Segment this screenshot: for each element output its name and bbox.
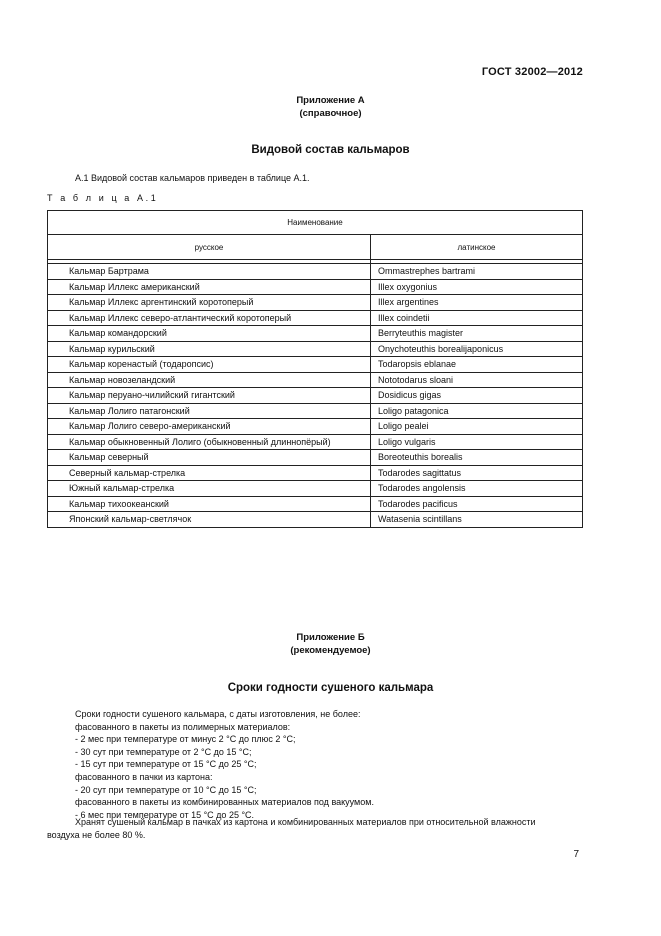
species-latin-name: Todarodes sagittatus bbox=[371, 465, 583, 481]
species-russian-name: Кальмар тихоокеанский bbox=[48, 496, 371, 512]
species-latin-name: Todarodes angolensis bbox=[371, 481, 583, 497]
table-row bbox=[48, 481, 583, 497]
species-latin-name: Nototodarus sloani bbox=[371, 372, 583, 388]
table-row bbox=[48, 310, 583, 326]
species-latin-name: Dosidicus gigas bbox=[371, 388, 583, 404]
table-row bbox=[48, 419, 583, 435]
species-russian-name: Кальмар Иллекс аргентинский коротоперый bbox=[48, 295, 371, 311]
appendix-b-status: (рекомендуемое) bbox=[290, 645, 371, 656]
species-latin-name: Todaropsis eblanae bbox=[371, 357, 583, 373]
shelf-life-line: Сроки годности сушеного кальмара, с даты изготовления, не более: bbox=[75, 709, 361, 719]
species-latin-name: Todarodes pacificus bbox=[371, 496, 583, 512]
table-row bbox=[48, 341, 583, 357]
shelf-life-line: фасованного в пакеты из комбинированных материалов под вакуумом. bbox=[75, 797, 374, 808]
table-row bbox=[48, 403, 583, 419]
shelf-life-line: - 30 сут при температуре от 2 °С до 15 °С; bbox=[75, 746, 252, 757]
table-header-russian: русское bbox=[48, 235, 371, 260]
storage-text-line-2: воздуха не более 80 %. bbox=[47, 830, 146, 840]
species-latin-name: Berryteuthis magister bbox=[371, 326, 583, 342]
appendix-a-heading: Видовой состав кальмаров bbox=[251, 144, 410, 156]
table-caption: Т а б л и ц а А.1 bbox=[47, 193, 159, 203]
appendix-a-title: Приложение А bbox=[296, 95, 365, 106]
table-row bbox=[48, 434, 583, 450]
table-row bbox=[48, 512, 583, 528]
shelf-life-line: фасованного в пакеты из полимерных материалов: bbox=[75, 721, 291, 732]
table-row bbox=[48, 450, 583, 466]
species-russian-name: Кальмар Иллекс американский bbox=[48, 279, 371, 295]
table-row bbox=[48, 496, 583, 512]
standard-number: ГОСТ 32002—2012 bbox=[481, 66, 583, 78]
species-latin-name: Ommastrephes bartrami bbox=[371, 264, 583, 280]
species-russian-name: Кальмар новозеландский bbox=[48, 372, 371, 388]
species-russian-name: Кальмар Лолиго северо-американский bbox=[48, 419, 371, 435]
species-russian-name: Японский кальмар-светлячок bbox=[48, 512, 371, 528]
shelf-life-line: - 15 сут при температуре от 15 °С до 25 °С; bbox=[75, 759, 257, 770]
table-row bbox=[48, 465, 583, 481]
table-row bbox=[48, 372, 583, 388]
shelf-life-line: - 20 сут при температуре от 10 °С до 15 °С; bbox=[75, 784, 257, 795]
species-latin-name: Illex oxygonius bbox=[371, 279, 583, 295]
shelf-life-line: фасованного в пачки из картона: bbox=[75, 771, 213, 782]
table-row bbox=[48, 279, 583, 295]
species-latin-name: Illex coindetii bbox=[371, 310, 583, 326]
species-latin-name: Loligo vulgaris bbox=[371, 434, 583, 450]
table-row bbox=[48, 357, 583, 373]
species-latin-name: Boreoteuthis borealis bbox=[371, 450, 583, 466]
appendix-a-intro: А.1 Видовой состав кальмаров приведен в таблице А.1. bbox=[75, 173, 310, 183]
appendix-b-title: Приложение Б bbox=[296, 632, 365, 643]
species-latin-name: Watasenia scintillans bbox=[371, 512, 583, 528]
page-number: 7 bbox=[573, 849, 579, 860]
shelf-life-list bbox=[75, 708, 374, 821]
squid-species-table bbox=[47, 210, 583, 528]
species-russian-name: Кальмар перуано-чилийский гигантский bbox=[48, 388, 371, 404]
species-latin-name: Loligo patagonica bbox=[371, 403, 583, 419]
species-latin-name: Illex argentines bbox=[371, 295, 583, 311]
table-row bbox=[48, 326, 583, 342]
table-row bbox=[48, 388, 583, 404]
table-header-name: Наименование bbox=[48, 211, 583, 235]
shelf-life-line: - 6 мес при температуре от 15 °С до 25 °С. bbox=[75, 809, 255, 820]
table-row bbox=[48, 264, 583, 280]
species-latin-name: Loligo pealei bbox=[371, 419, 583, 435]
species-latin-name: Onychoteuthis borealijaponicus bbox=[371, 341, 583, 357]
appendix-a-status: (справочное) bbox=[299, 108, 362, 119]
species-russian-name: Кальмар командорский bbox=[48, 326, 371, 342]
storage-text-line-1: Хранят сушеный кальмар в пачках из картона и комбинированных материалов при относительной влажности bbox=[75, 817, 536, 827]
table-row bbox=[48, 295, 583, 311]
appendix-b-heading: Сроки годности сушеного кальмара bbox=[227, 682, 434, 694]
table-header-latin: латинское bbox=[371, 235, 583, 260]
species-russian-name: Южный кальмар-стрелка bbox=[48, 481, 371, 497]
species-russian-name: Кальмар обыкновенный Лолиго (обыкновенный длиннопёрый) bbox=[48, 434, 371, 450]
species-russian-name: Кальмар Иллекс северо-атлантический коротоперый bbox=[48, 310, 371, 326]
species-russian-name: Кальмар курильский bbox=[48, 341, 371, 357]
species-russian-name: Кальмар Бартрама bbox=[48, 264, 371, 280]
species-russian-name: Кальмар северный bbox=[48, 450, 371, 466]
species-russian-name: Кальмар коренастый (тодаропсис) bbox=[48, 357, 371, 373]
species-russian-name: Кальмар Лолиго патагонский bbox=[48, 403, 371, 419]
shelf-life-line: - 2 мес при температуре от минус 2 °С до плюс 2 °С; bbox=[75, 734, 296, 745]
species-russian-name: Северный кальмар-стрелка bbox=[48, 465, 371, 481]
